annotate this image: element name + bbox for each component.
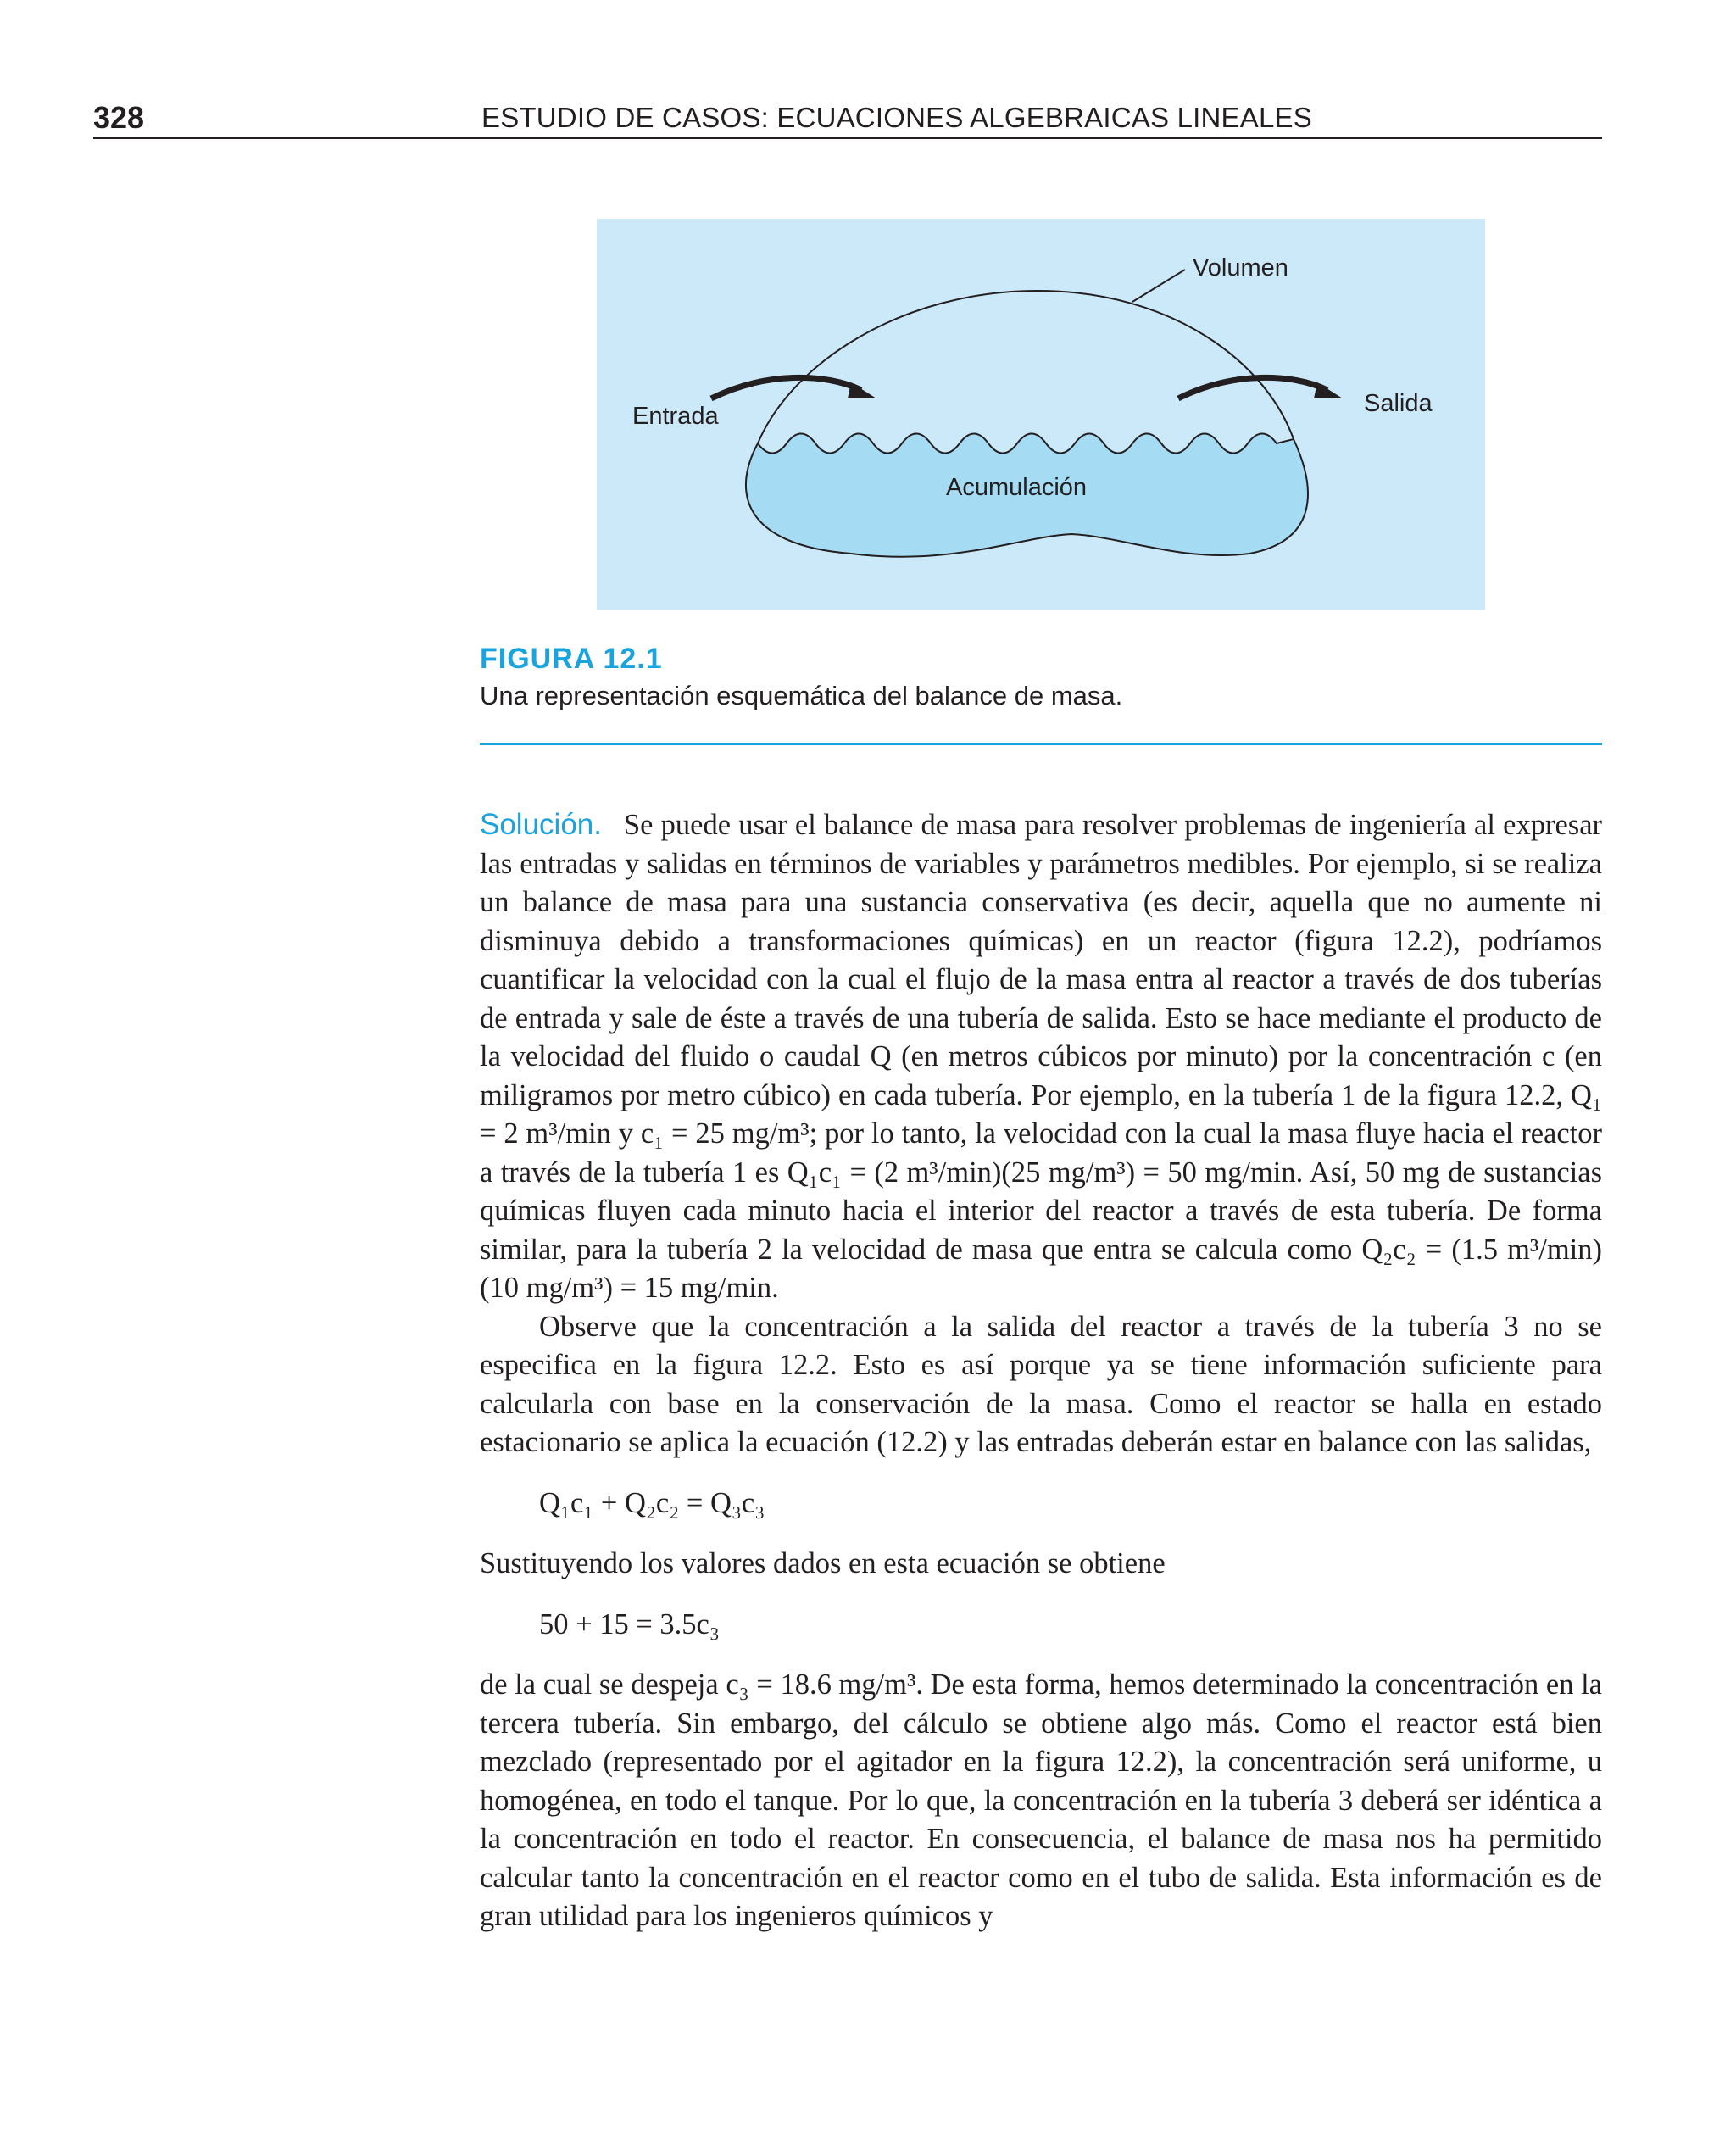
mass-balance-figure	[597, 219, 1485, 610]
inflow-label: Entrada	[632, 403, 719, 430]
solution-paragraph	[480, 805, 1602, 1308]
equation-mass-balance: Q₁c₁ + Q₂c₂ = Q₃c₃	[539, 1486, 765, 1519]
outflow-label: Salida	[1364, 390, 1433, 417]
volume-label: Volumen	[1193, 254, 1288, 281]
accumulation-label: Acumulación	[946, 474, 1088, 501]
body-text	[480, 805, 1602, 1936]
mass-balance-diagram	[597, 219, 1485, 610]
paragraph-1: Se puede usar el balance de masa para resolver problemas de ingeniería al expresar las entradas y salidas en términos de variables y parámetros medibles. Por ejemplo, si se realiza un balance de masa para una sustancia conservativa (es decir, aquella que no aumente ni disminuya debido a transformaciones químicas) en un reactor (figura 12.2), podríamos cuantificar la velocidad con la cual el flujo de la masa entra al reactor a través de dos tuberías de entrada y sale de éste a través de una tubería de salida. Esto se hace mediante el producto de la velocidad del fluido o caudal Q (en metros cúbicos por minuto) por la concentración c (en miligramos por metro cúbico) en cada tubería. Por ejemplo, en la tubería 1 de la figura 12.2, Q₁ = 2 m³/min y c₁ = 25 mg/m³; por lo tanto, la velocidad con la cual la masa fluye hacia el reactor a través de la tubería 1 es Q₁c₁ = (2 m³/min)(25 mg/m³) = 50 mg/min. Así, 50 mg de sustancias químicas fluyen cada minuto hacia el interior del reactor a través de esta tubería. De forma similar, para la tubería 2 la velocidad de masa que entra se calcula como Q₂c₂ = (1.5 m³/min) (10 mg/m³) = 15 mg/min.	[480, 809, 1602, 1304]
paragraph-2: Observe que la concentración a la salida del reactor a través de la tubería 3 no se especifica en la figura 12.2. Esto es así porque ya se tiene información suficiente para calcularla con base en la conservación de la masa. Como el reactor se halla en estado estacionario se aplica la ecuación (12.2) y las entradas deberán estar en balance con las salidas,	[480, 1310, 1602, 1458]
figure-background	[597, 219, 1485, 610]
equation-substitution: 50 + 15 = 3.5c₃	[539, 1607, 720, 1640]
paragraph-3: Sustituyendo los valores dados en esta ecuación se obtiene	[480, 1547, 1166, 1579]
figure-caption-text: Una representación esquemática del balance de masa.	[480, 681, 1123, 710]
page-number: 328	[93, 100, 145, 135]
solution-label: Solución.	[480, 808, 602, 841]
running-title: ESTUDIO DE CASOS: ECUACIONES ALGEBRAICAS LINEALES	[481, 102, 1312, 133]
caption-divider	[480, 743, 1602, 745]
page-header	[93, 93, 1602, 139]
figure-caption-title: FIGURA 12.1	[480, 643, 663, 675]
paragraph-4: de la cual se despeja c₃ = 18.6 mg/m³. De esta forma, hemos determinado la concentración en la tercera tubería. Sin embargo, del cálculo se obtiene algo más. Como el reactor está bien mezclado (representado por el agitador en la figura 12.2), la concentración será uniforme, u homogénea, en todo el tanque. Por lo que, la concentración en la tubería 3 deberá ser idéntica a la concentración en todo el reactor. En consecuencia, el balance de masa nos ha permitido calcular tanto la concentración en el reactor como en el tubo de salida. Esta información es de gran utilidad para los ingenieros químicos y	[480, 1668, 1602, 1932]
